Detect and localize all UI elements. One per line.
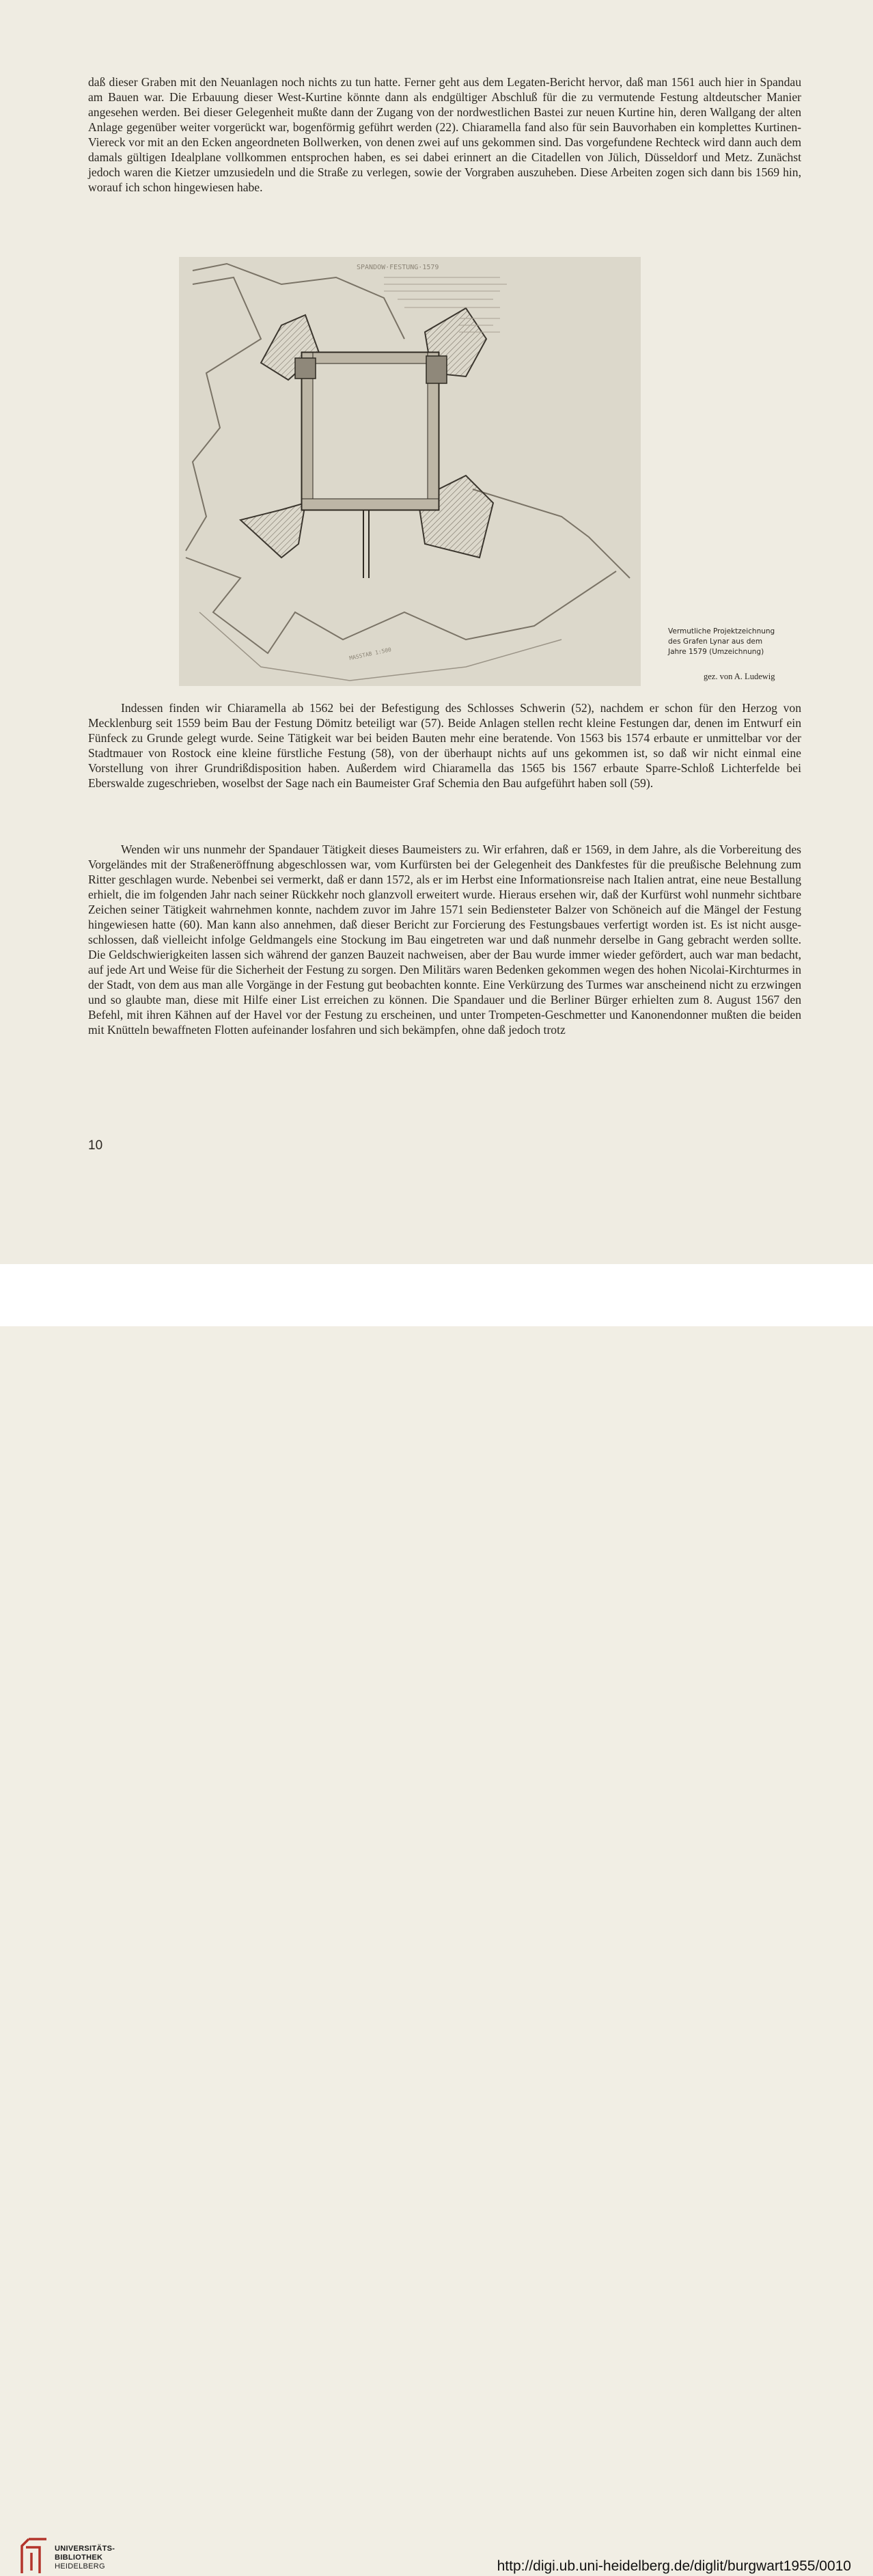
paragraph-2: Indessen finden wir Chiaramella ab 1562 bei der Befestigung des Schlosses Schwerin (52), nachdem er schon für den Herzog von Mecklenburg seit 1559 beim Bau der Festung Dömitz beteiligt war (57). Beide Anlagen stellen recht kleine Festungen dar, denen im Entwurf ein Fünfeck zu Grunde gelegt wurde. Seine Tätigkeit war bei beiden Bauten mehr eine beratende. Von 1563 bis 1574 erbaute er unmittelbar vor der Stadtmauer von Rostock eine kleine fürstliche Festung (58), von der überhaupt nichts auf uns gekommen ist, so daß wir nicht einmal eine Vorstellung von ihrer Grundrißdisposition haben. Außerdem wird Chiaramella das 1565 bis 1567 erbaute Sparre-Schloß Lichterfelde bei Eberswalde zugeschrieben, woselbst der Sage nach ein Baumeister Graf Schemia den Bau aufgeführt haben soll (59). xyxy=(88,701,801,790)
corner-building-northeast xyxy=(426,356,447,383)
library-line-2: BIBLIOTHEK xyxy=(55,2553,103,2562)
library-name xyxy=(55,2545,115,2571)
caption-line-1: Vermutliche Projektzeichnung xyxy=(668,627,775,635)
library-line-3: HEIDELBERG xyxy=(55,2562,105,2571)
figure-caption xyxy=(668,627,805,657)
fortress-plan-figure xyxy=(179,257,641,686)
figure-credit: gez. von A. Ludewig xyxy=(704,672,775,681)
caption-line-2: des Grafen Lynar aus dem xyxy=(668,638,763,646)
paragraph-1: daß dieser Graben mit den Neuanlagen noch nichts zu tun hatte. Ferner geht aus dem Legaten-Bericht hervor, daß man 1561 auch hier in Spandau am Bauen war. Die Erbauung dieser West-Kurtine könnte dann als endgültiger Abschluß für die zu vermutende Festung altdeutscher Manier angesehen werden. Bei dieser Gelegenheit mußte dann der Zugang von der nordwestlichen Bastei zur neuen Kurtine hin, deren Wallgang der alten Anlage gegenüber weiter vorgerückt war, bogenförmig geführt werden (22). Chiaramella fand also für sein Bauvorhaben ein komplettes Kurtinen-Viereck vor mit an den Ecken angeordneten Bollwerken, von denen zwei auf uns gekommen sind. Das vorgefundene Rechteck wird dann auch dem damals gültigen Idealplane vollkommen entsprochen haben, es sei dabei erinnert an die Citadellen von Jülich, Düsseldorf und Metz. Zunächst jedoch waren die Kietzer umzusiedeln und die Straße zu verlegen, sowie der Vorgraben auszuheben. Diese Arbeiten zogen sich dann bis 1569 hin, worauf ich schon hingewiesen habe. xyxy=(88,75,801,194)
footer-bar xyxy=(0,1264,873,2574)
plan-scale: MASSTAB 1:500 xyxy=(348,646,392,661)
library-line-1: UNIVERSITÄTS- xyxy=(55,2545,115,2553)
fortress-plan-drawing xyxy=(179,257,641,686)
university-library-logo-icon xyxy=(19,2536,49,2576)
caption-line-3: Jahre 1579 (Umzeichnung) xyxy=(668,648,764,656)
page xyxy=(0,0,873,1264)
paragraph-3: Wenden wir uns nunmehr der Spandauer Tätigkeit dieses Baumeisters zu. Wir erfahren, daß er 1569, in dem Jahre, als die Vorbereitung des Vorgeländes mit der Straßeneröffnung abgeschlossen war, vom Kurfürsten bei der Gelegenheit des Dankfestes für die preußische Belehnung zum Ritter geschlagen wurde. Nebenbei sei vermerkt, daß er dann 1572, als er im Herbst eine Informationsreise nach Italien antrat, eine neue Bestallung erhielt, die im folgenden Jahr nach seiner Rückkehr noch glanzvoll erweitert wurde. Hieraus ersehen wir, daß der Kurfürst wohl nunmehr sichtbare Zeichen seiner Tätigkeit wahrnehmen konnte, nachdem zuvor im Jahre 1571 sein Bediensteter Balzer von Schöneich auf die Mängel der Festung hingewiesen hatte (60). Man kann also annehmen, daß dieser Bericht zur Forcierung des Festungsbaues verfertigt worden ist. Es ist nicht ausgeschlossen, daß vielleicht infolge Geldmangels eine Stockung im Bau eingetreten war und daß nunmehr derselbe in Gang gebracht werden sollte. Die Geldschwierigkeiten lassen sich während der ganzen Bauzeit nachweisen, aber der Bau wurde immer wieder gefördert, auch war man bedacht, auf jede Art und Weise für die Sicherheit der Festung zu sorgen. Den Militärs waren Bedenken gekommen wegen des hohen Nicolai-Kirchturmes in der Stadt, von dem aus man alle Vorgänge in der Festung gut beobachten konnte. Eine Verkürzung des Turmes war anscheinend nicht zu erzwingen und so glaubte man, diese mit Hilfe einer List erreichen zu können. Die Spandauer und die Berliner Bürger erhielten zum 8. August 1567 den Befehl, mit ihren Kähnen auf der Havel vor der Festung zu erscheinen, und unter Trompeten-Geschmetter und Kanonendonner mußten die beiden mit Knütteln bewaffneten Flotten aufeinander losfahren und sich bekämpfen, ohne daß jedoch trotz xyxy=(88,842,801,1037)
page-number: 10 xyxy=(88,1138,103,1153)
plan-title: SPANDOW·FESTUNG·1579 xyxy=(357,264,439,271)
corner-building-northwest xyxy=(295,358,316,379)
source-url-link[interactable]: http://digi.ub.uni-heidelberg.de/diglit/burgwart1955/0010 xyxy=(497,2558,851,2574)
